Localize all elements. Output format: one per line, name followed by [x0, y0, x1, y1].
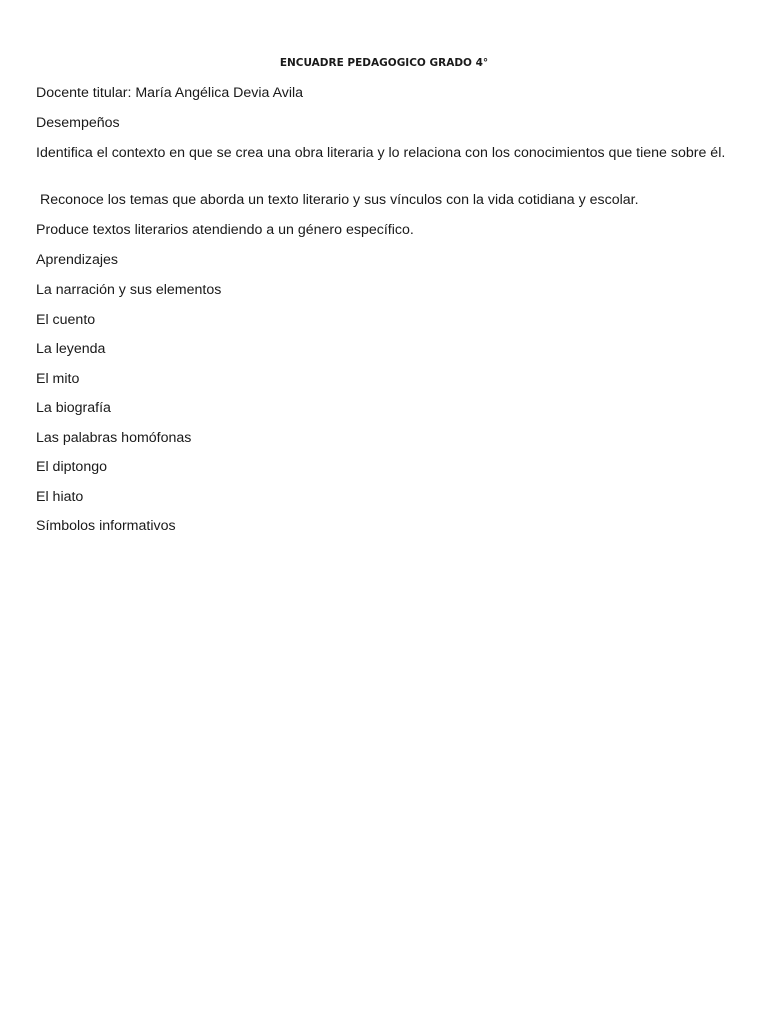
teacher-line: Docente titular: María Angélica Devia Avila [36, 85, 304, 101]
aprendizaje-item: El cuento [36, 312, 96, 328]
aprendizaje-item: El mito [36, 371, 80, 387]
document-title: ENCUADRE PEDAGOGICO GRADO 4° [279, 57, 489, 69]
aprendizaje-item: El diptongo [36, 459, 107, 475]
aprendizaje-item: Símbolos informativos [36, 518, 176, 534]
aprendizaje-item: La narración y sus elementos [36, 282, 222, 298]
aprendizajes-heading: Aprendizajes [36, 252, 119, 268]
desempeno-item: Produce textos literarios atendiendo a un género específico. [36, 222, 414, 238]
desempeno-item: Identifica el contexto en que se crea una obra literaria y lo relaciona con los conocimientos que tiene sobre él. [36, 145, 726, 161]
aprendizaje-item: Las palabras homófonas [36, 430, 192, 446]
desempeno-item: Reconoce los temas que aborda un texto literario y sus vínculos con la vida cotidiana y escolar. [36, 192, 639, 208]
aprendizaje-item: El hiato [36, 489, 84, 505]
aprendizaje-item: La biografía [36, 400, 111, 416]
aprendizaje-item: La leyenda [36, 341, 106, 357]
desempenos-heading: Desempeños [36, 115, 120, 131]
